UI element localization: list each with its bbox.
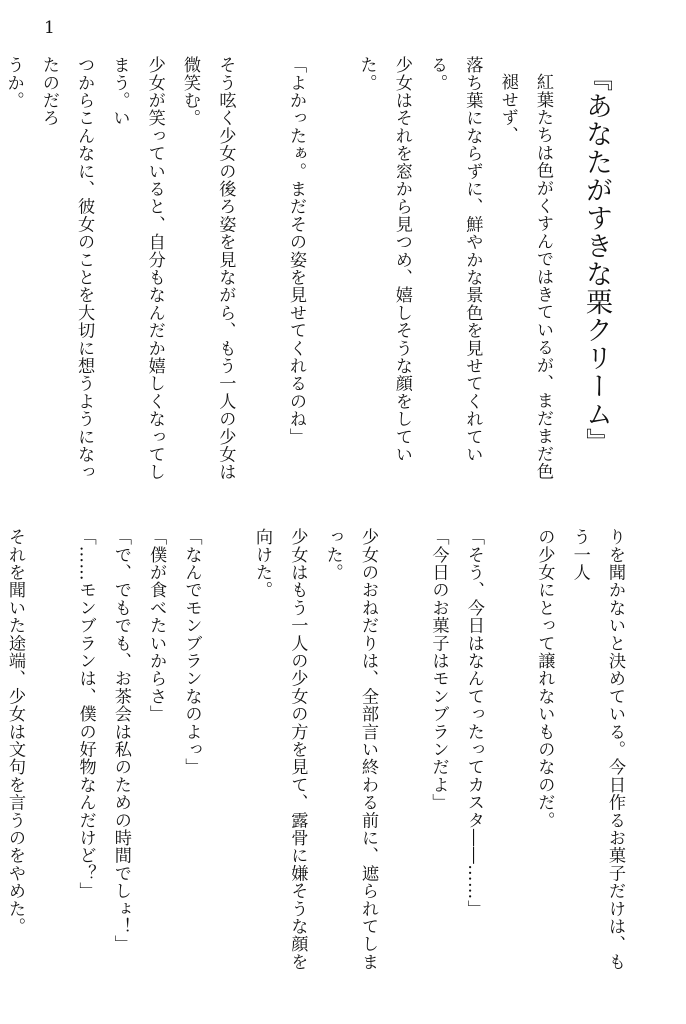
dialogue-line: 「……モンブランは、僕の好物なんだけど？」 [75, 528, 96, 900]
blank-line [32, 528, 67, 978]
dialogue-line: 「そう、今日はなんてったってカスタ――……」 [463, 528, 484, 918]
text-line: の少女にとって譲れないものなのだ。 [534, 528, 555, 829]
text-line: そう呟く少女の後ろ姿を見ながら、もう一人の少女は微笑む。 [180, 56, 236, 481]
page-number: 1 [44, 18, 55, 38]
text-line: 紅葉たちは色がくすんではきているが、まだまだ色褪せず、 [497, 73, 553, 481]
blank-line [242, 56, 277, 496]
text-line: 落ち葉にならずに、鮮やかな景色を見せてくれている。 [427, 56, 483, 464]
bottom-text-block [4, 528, 632, 978]
top-vertical-text [3, 56, 632, 496]
text-line: 少女が笑っていると、自分もなんだか嬉しくなってしまう。い [109, 56, 165, 481]
blank-line [385, 528, 420, 978]
text-line: 少女はもう一人の少女の方を見て、露骨に嫌そうな顔を向けた。 [252, 528, 308, 971]
text-line: うか。 [3, 56, 24, 110]
dialogue-line: 「よかったぁ。まだその姿を見せてくれるのね」 [285, 56, 306, 446]
dialogue-line: 「で、でもでも、お茶会は私のための時間でしょ！」 [110, 528, 131, 953]
blank-line [491, 528, 526, 978]
blank-line [313, 56, 348, 496]
bottom-vertical-text [4, 528, 632, 978]
text-line: りを聞かないと決めている。今日作るお菓子だけは、もう一人 [569, 528, 625, 971]
dialogue-line: 「なんでモンブランなのよっ」 [181, 528, 202, 776]
text-line: それを聞いた途端、少女は文句を言うのをやめた。 [4, 528, 25, 936]
dialogue-line: 「僕が食べたいからさ」 [146, 528, 167, 723]
text-line: 少女のおねだりは、全部言い終わる前に、遮られてしまった。 [322, 528, 378, 971]
story-title: 『あなたがすきな栗クリーム』 [581, 64, 612, 457]
dialogue-line: 「今日のお菓子はモンブランだよ」 [428, 528, 449, 812]
blank-line [208, 528, 243, 978]
top-text-block [3, 56, 632, 496]
text-line: 少女はそれを窓から見つめ、嬉しそうな顔をしていた。 [356, 56, 412, 464]
text-line: つからこんなに、彼女のことを大切に想うようになったのだろ [38, 56, 95, 481]
